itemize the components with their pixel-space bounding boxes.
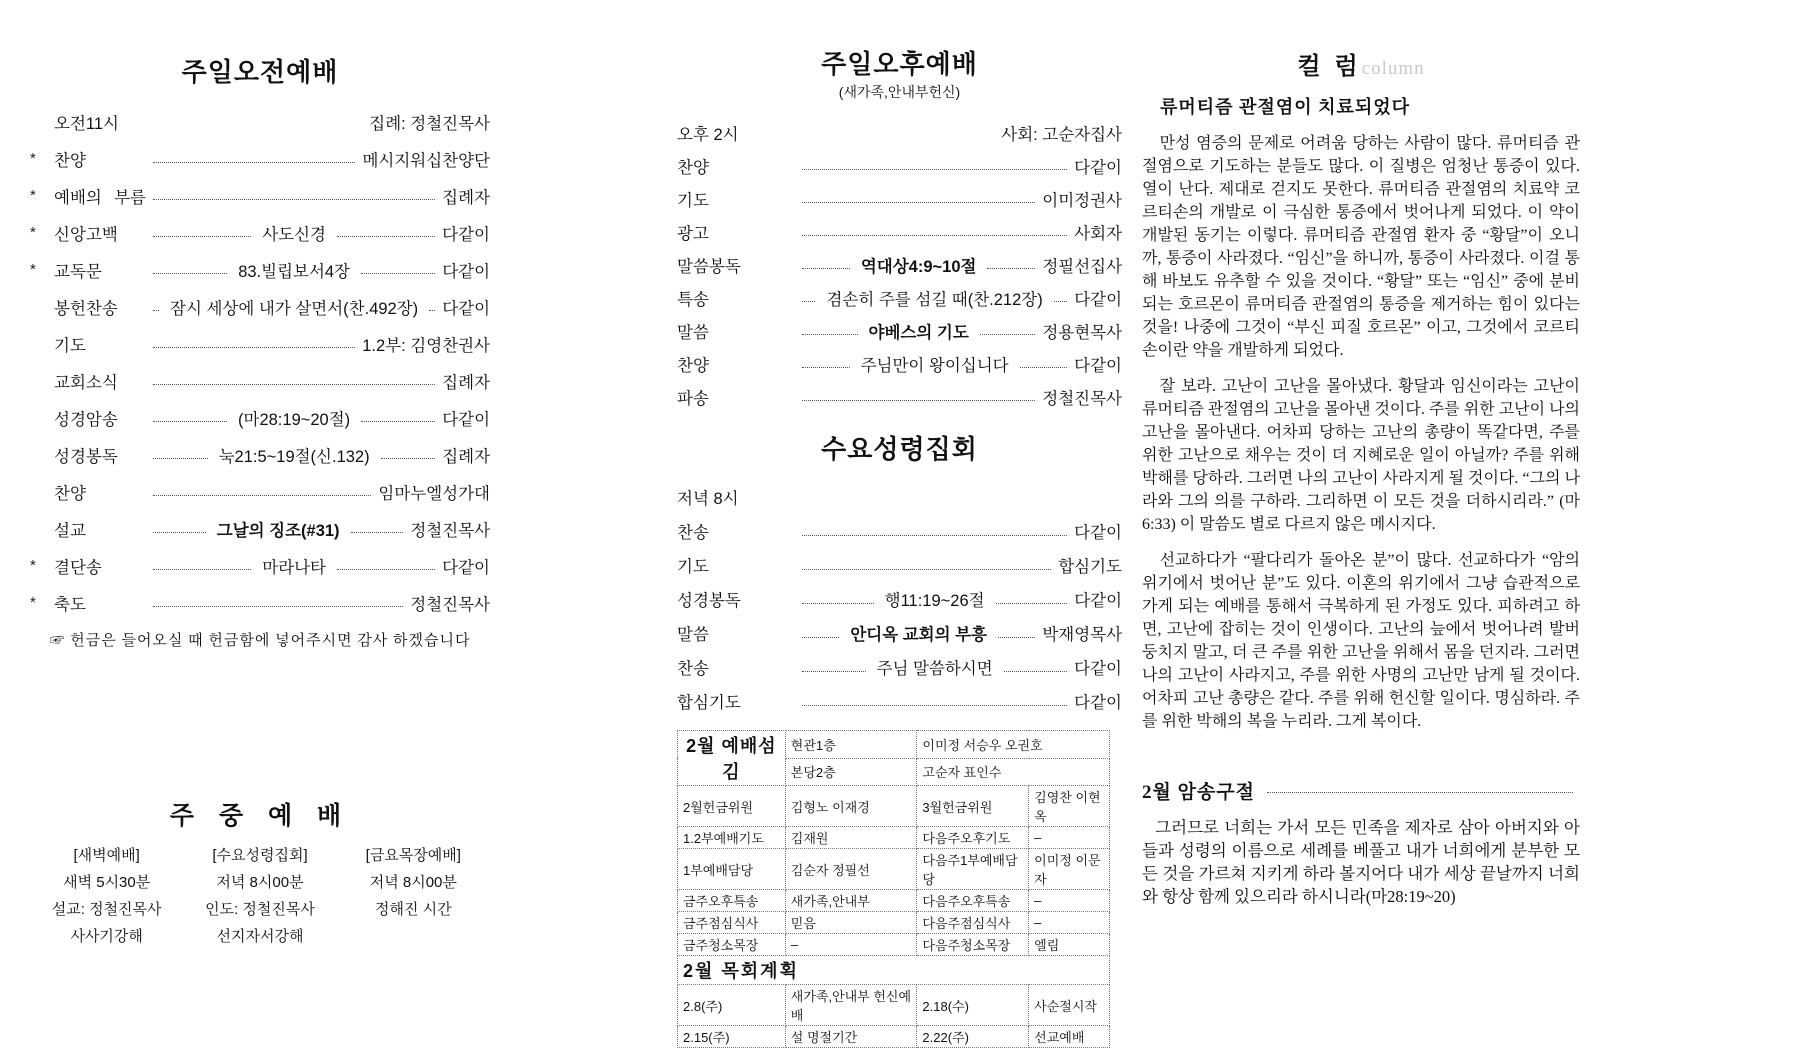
order-label: 광고 — [677, 224, 709, 243]
dotted-leader — [153, 569, 251, 570]
column-heading: 류머티즘 관절염이 치료되었다 — [1160, 97, 1411, 117]
table-cell: 다음주오후특송 — [917, 890, 1029, 912]
table-cell: 이미정 이문자 — [1029, 849, 1110, 890]
order-label: 축도 — [54, 595, 86, 614]
table-cell: 김재원 — [785, 827, 917, 849]
serving-table-title: 2월 예배섬김 — [678, 731, 786, 786]
service-line: 인도: 정철진목사 — [205, 901, 315, 918]
asterisk: * — [30, 261, 36, 278]
afternoon-order-list — [677, 116, 1122, 413]
dotted-leader — [153, 347, 355, 348]
order-right: 다같이 — [442, 558, 490, 577]
order-label: 찬양 — [677, 158, 709, 177]
order-label: 말씀봉독 — [677, 257, 741, 276]
order-row — [30, 584, 490, 621]
order-right: 다같이 — [442, 299, 491, 318]
order-row — [30, 473, 490, 510]
table-cell: 이미정 서승우 오권호 — [917, 731, 1110, 759]
order-row — [30, 214, 490, 251]
order-right: 다같이 — [1074, 524, 1122, 542]
table-cell: – — [1029, 827, 1110, 849]
order-right: 다같이 — [1074, 694, 1122, 712]
order-row — [30, 547, 490, 584]
order-label: 신앙고백 — [54, 225, 118, 244]
order-label: 결단송 — [54, 558, 102, 577]
order-label: 성경암송 — [54, 410, 118, 429]
dotted-leader — [996, 603, 1068, 604]
order-label: 교회소식 — [54, 373, 118, 392]
service-name: [새벽예배] — [73, 847, 140, 864]
table-cell: 2.8(주) — [678, 985, 786, 1026]
table-cell: 설 명절기간 — [785, 1026, 917, 1048]
order-row-time — [677, 480, 1122, 514]
wednesday-meeting — [183, 842, 336, 950]
morning-service-section — [30, 0, 490, 1039]
order-label: 교독문 — [54, 262, 102, 281]
dotted-leader — [361, 273, 435, 274]
afternoon-service-section — [677, 0, 1123, 1045]
dotted-leader — [153, 458, 208, 459]
table-cell: 2.22(주) — [917, 1026, 1029, 1048]
order-label: 말씀 — [677, 626, 709, 644]
order-label: 찬양 — [54, 484, 86, 503]
table-cell: – — [1029, 912, 1110, 934]
ministry-plan-title: 2월 목회계획 — [678, 956, 1110, 985]
service-time: 오후 2시 — [677, 125, 739, 144]
order-right: 1.2부: 김영찬권사 — [362, 336, 490, 355]
order-center: 주님만이 왕이십니다 — [860, 356, 1009, 375]
order-label: 찬양 — [54, 151, 86, 170]
order-row — [677, 582, 1122, 616]
wednesday-order-list — [677, 480, 1122, 718]
order-label: 찬송 — [677, 524, 709, 542]
order-label: 말씀 — [677, 323, 709, 342]
dotted-leader — [987, 268, 1035, 269]
order-row — [677, 684, 1122, 718]
order-label: 성경봉독 — [54, 447, 118, 466]
service-time: 저녁 8시 — [677, 490, 739, 508]
dotted-leader — [802, 202, 1035, 203]
order-label: 설교 — [54, 521, 86, 540]
table-row — [678, 985, 1110, 1026]
service-line: 설교: 정철진목사 — [51, 901, 162, 918]
order-right: 다같이 — [1074, 660, 1122, 678]
dotted-leader — [802, 535, 1067, 536]
dawn-service — [30, 842, 183, 950]
table-cell: 금주청소목장 — [678, 934, 786, 956]
dotted-leader — [802, 235, 1067, 236]
table-cell: 다음주점심식사 — [917, 912, 1029, 934]
table-row — [678, 890, 1110, 912]
table-cell: 믿음 — [785, 912, 917, 934]
dotted-leader — [153, 236, 251, 237]
dotted-leader — [998, 637, 1035, 638]
table-row — [678, 934, 1110, 956]
table-cell: 김영찬 이현옥 — [1029, 786, 1110, 827]
dotted-leader — [153, 495, 371, 496]
table-row — [678, 786, 1110, 827]
dotted-leader — [1054, 301, 1067, 302]
weekday-service-title: 주 중 예 배 — [169, 802, 351, 830]
table-cell: 금주오후특송 — [678, 890, 786, 912]
table-cell: 사순절시작 — [1029, 985, 1110, 1026]
offering-note: ☞ 헌금은 들어오실 때 헌금함에 넣어주시면 감사 하겠습니다 — [49, 633, 471, 649]
column-paragraph: 만성 염증의 문제로 어려움 당하는 사람이 많다. 류머티즘 관절염으로 기도하는 분들도 많다. 이 질병은 엄청난 통증이 있다. 열이 난다. 제대로 걷지도 못한다. 류머티즘 관절염의 치료약 코르티손의 개발로 이 극심한 통증에서 벗어나게 되었다. 이 약이 개발된 동기는 이렇다. 류머티즘 관절염 환자 중 “황달”이 오니까, 통증이 사라졌다. “임신”을 하니까, 통증이 사라졌다. 이걸 통해 바보도 유추할 수 있을 것이다. “황달” 또는 “임신” 중에 분비되는 호르몬이 류머티즘 관절염의 통증을 제거하는 힘이 있다는 것을! 나중에 그것이 “부신 피질 호르몬” 이고, 그것에서 코르티손이란 약을 개발하게 되었다. — [1142, 135, 1580, 359]
table-row — [678, 849, 1110, 890]
dotted-leader — [802, 367, 850, 368]
dotted-leader — [153, 606, 403, 607]
order-row — [677, 248, 1122, 281]
order-row-time — [677, 116, 1122, 149]
dotted-leader — [802, 705, 1067, 706]
asterisk: * — [30, 187, 36, 204]
dotted-leader — [1267, 792, 1573, 793]
dotted-leader — [802, 671, 866, 672]
dotted-leader — [802, 334, 858, 335]
service-line: 정해진 시간 — [375, 901, 452, 918]
service-line: 새벽 5시30분 — [63, 874, 151, 891]
order-label: 기도 — [677, 558, 709, 576]
table-cell: 선교예배 — [1029, 1026, 1110, 1048]
order-row — [30, 436, 490, 473]
asterisk: * — [30, 594, 36, 611]
order-row — [677, 548, 1122, 582]
table-cell: 김형노 이재경 — [785, 786, 917, 827]
order-right: 다같이 — [442, 410, 491, 429]
table-cell: 3월헌금위원 — [917, 786, 1029, 827]
table-row — [678, 912, 1110, 934]
order-right: 집례자 — [442, 447, 491, 466]
order-label: 봉헌찬송 — [54, 299, 118, 318]
order-right: 임마누엘성가대 — [378, 484, 490, 503]
order-row — [677, 380, 1122, 413]
dotted-leader — [153, 273, 227, 274]
order-right: 박재영목사 — [1042, 626, 1123, 644]
table-cell: 고순자 표인수 — [917, 758, 1110, 786]
order-row — [677, 281, 1122, 314]
order-center: 사도신경 — [262, 225, 326, 244]
table-cell: 엘림 — [1029, 934, 1110, 956]
column-title-suffix: column — [1361, 58, 1425, 79]
service-line: 저녁 8시00분 — [216, 874, 304, 891]
table-cell: 다음주오후기도 — [917, 827, 1029, 849]
order-label: 찬양 — [677, 356, 709, 375]
table-cell: 2.18(수) — [917, 985, 1029, 1026]
dotted-leader — [337, 236, 435, 237]
service-name: [금요목장예배] — [365, 847, 461, 864]
service-line: 선지자서강해 — [216, 928, 304, 945]
dotted-leader — [337, 569, 435, 570]
order-right: 집례자 — [442, 188, 490, 207]
order-row-time — [30, 103, 490, 140]
order-row — [677, 182, 1122, 215]
service-name: [수요성령집회] — [212, 847, 308, 864]
scripture-reading: 역대상4:9~10절 — [860, 257, 977, 276]
order-row — [677, 650, 1122, 684]
order-right: 다같이 — [442, 262, 491, 281]
order-label: 기도 — [677, 191, 709, 210]
order-right: 다같이 — [442, 225, 490, 244]
table-cell: 2.15(주) — [678, 1026, 786, 1048]
order-row — [30, 288, 490, 325]
order-label: 예배의 부름 — [54, 188, 146, 207]
order-row-sermon — [677, 616, 1122, 650]
order-row — [30, 362, 490, 399]
presider: 사회: 고순자집사 — [1001, 125, 1122, 144]
sermon-title: 야베스의 기도 — [868, 323, 969, 342]
order-right: 정철진목사 — [410, 521, 491, 540]
table-cell: 1.2부예배기도 — [678, 827, 786, 849]
dotted-leader — [153, 162, 355, 163]
dotted-leader — [153, 384, 435, 385]
asterisk: * — [30, 224, 36, 241]
column-paragraph: 선교하다가 “팔다리가 돌아온 분”이 많다. 선교하다가 “암의 위기에서 벗어난 분”도 있다. 이혼의 위기에서 그냥 습관적으로 가게 되는 예배를 통해서 극복하게 된 가정도 있다. 피하려고 하면, 고난에 잡히는 것이 인생이다. 고난의 늪에서 벗어나려 발버둥치지 말고, 더 큰 주를 위한 고난을 위해서 몸을 던지라. 그러면 나의 고난이 사라지고, 주를 위한 사명의 고난만 남게 될 것이다. 어차피 고난 총량은 같다. 주를 위해 헌신할 일이다. 명심하라. 주를 위한 박해의 복을 누리라. 그게 복이다. — [1142, 552, 1580, 730]
order-right: 정필선집사 — [1042, 257, 1123, 276]
order-center: 주님 말씀하시면 — [876, 660, 993, 678]
order-row-sermon — [30, 510, 490, 547]
table-cell: 본당2층 — [785, 758, 917, 786]
order-center: 겸손히 주를 섬길 때(찬.212장) — [826, 290, 1043, 309]
order-center: 눅21:5~19절(신.132) — [218, 447, 370, 466]
dotted-leader — [1020, 367, 1068, 368]
dotted-leader — [802, 169, 1067, 170]
order-label: 성경봉독 — [677, 592, 741, 610]
dotted-leader — [153, 199, 435, 200]
afternoon-service-title: 주일오후예배 — [821, 49, 978, 79]
table-row — [678, 731, 1110, 759]
asterisk: * — [30, 557, 36, 574]
order-label: 파송 — [677, 389, 709, 408]
order-right: 이미정권사 — [1042, 191, 1122, 210]
service-line: 저녁 8시00분 — [369, 874, 457, 891]
order-right: 정철진목사 — [410, 595, 490, 614]
afternoon-service-subtitle: (새가족,안내부헌신) — [838, 84, 961, 100]
order-right: 사회자 — [1074, 224, 1122, 243]
table-row — [678, 956, 1110, 985]
sermon-title: 그날의 징조(#31) — [216, 521, 340, 540]
dotted-leader — [381, 458, 436, 459]
order-right: 합심기도 — [1058, 558, 1122, 576]
order-center: 마라나타 — [262, 558, 326, 577]
table-cell: – — [785, 934, 917, 956]
friday-service — [337, 842, 490, 950]
dotted-leader — [351, 532, 404, 533]
order-row — [30, 399, 490, 436]
dotted-leader — [153, 310, 159, 311]
order-right: 다같이 — [1074, 592, 1123, 610]
dotted-leader — [980, 334, 1036, 335]
presider: 집례: 정철진목사 — [369, 114, 490, 133]
dotted-leader — [802, 400, 1035, 401]
dotted-leader — [802, 268, 850, 269]
table-cell: 새가족,안내부 헌신예배 — [785, 985, 917, 1026]
sermon-title: 안디옥 교회의 부흥 — [850, 626, 987, 644]
table-cell: 1부예배담당 — [678, 849, 786, 890]
order-label: 찬송 — [677, 660, 709, 678]
order-right: 다같이 — [1074, 158, 1122, 177]
dotted-leader — [429, 310, 435, 311]
memory-verse-title: 2월 암송구절 — [1142, 782, 1256, 803]
order-right: 정용현목사 — [1042, 323, 1123, 342]
order-right: 메시지워십찬양단 — [362, 151, 490, 170]
asterisk: * — [30, 150, 36, 167]
column-title-line — [1142, 46, 1580, 81]
dotted-leader — [802, 569, 1051, 570]
dotted-leader — [361, 421, 435, 422]
table-cell: 다음주청소목장 — [917, 934, 1029, 956]
table-cell: 현관1층 — [785, 731, 917, 759]
weekday-service-section — [30, 796, 490, 950]
serving-table — [677, 730, 1110, 1048]
order-row — [677, 347, 1122, 380]
order-row — [677, 215, 1122, 248]
column-section — [1142, 0, 1580, 1039]
dotted-leader — [153, 421, 227, 422]
morning-order-list — [30, 103, 490, 621]
weekday-services — [30, 842, 490, 950]
wednesday-meeting-title: 수요성령집회 — [821, 434, 978, 464]
table-cell: 다음주1부예배담당 — [917, 849, 1029, 890]
order-row — [677, 514, 1122, 548]
service-time: 오전11시 — [54, 114, 119, 133]
table-cell: 김순자 정필선 — [785, 849, 917, 890]
table-cell: 2월헌금위원 — [678, 786, 786, 827]
order-row — [30, 251, 490, 288]
dotted-leader — [802, 301, 815, 302]
order-center: 잠시 세상에 내가 살면서(찬.492장) — [170, 299, 419, 318]
order-label: 합심기도 — [677, 694, 741, 712]
order-label: 특송 — [677, 290, 709, 309]
dotted-leader — [1004, 671, 1068, 672]
dotted-leader — [802, 637, 839, 638]
memory-verse-text: 그러므로 너희는 가서 모든 민족을 제자로 삼아 아버지와 아들과 성령의 이름으로 세례를 베풀고 내가 너희에게 분부한 모든 것을 가르쳐 지키게 하라 볼지어다 내가 세상 끝날까지 너희와 항상 함께 있으리라 하시니라(마28:19~20) — [1142, 818, 1580, 906]
service-line: 사사기강해 — [70, 928, 143, 945]
column-paragraph: 잘 보라. 고난이 고난을 몰아냈다. 황달과 임신이라는 고난이 류머티즘 관절염의 고난을 몰아낸 것이다. 주를 위한 고난이 나의 고난을 몰아낸다. 어차피 당하는 고난의 총량이 똑같다면, 주를 위한 고난으로 채우는 것이 더 지혜로운 일이 아닐까? 주를 위해 박해를 당하라. 그러면 나의 고난이 사라지게 될 것이다. “그의 나라와 그의 의를 구하라. 그리하면 이 모든 것을 더하시리라.” (마6:33) 이 말씀도 별로 다르지 않은 메시지다. — [1142, 378, 1580, 533]
table-cell: – — [1029, 890, 1110, 912]
morning-service-title: 주일오전예배 — [181, 57, 339, 87]
order-label: 기도 — [54, 336, 86, 355]
column-title: 컬 럼 — [1297, 54, 1362, 80]
order-right: 다같이 — [1074, 356, 1122, 375]
order-row — [677, 149, 1122, 182]
order-row — [30, 325, 490, 362]
table-cell: 새가족,안내부 — [785, 890, 917, 912]
order-row — [30, 177, 490, 214]
table-row — [678, 827, 1110, 849]
memory-verse-header — [1142, 777, 1580, 804]
table-row — [678, 1026, 1110, 1048]
order-row — [30, 140, 490, 177]
order-right: 정철진목사 — [1042, 389, 1122, 408]
table-cell: 금주점심식사 — [678, 912, 786, 934]
order-row-sermon — [677, 314, 1122, 347]
order-right: 다같이 — [1074, 290, 1123, 309]
order-center: 83.빌립보서4장 — [238, 262, 350, 281]
dotted-leader — [153, 532, 206, 533]
scripture-reading: 행11:19~26절 — [884, 592, 985, 610]
dotted-leader — [802, 603, 874, 604]
order-right: 집례자 — [442, 373, 490, 392]
order-center: (마28:19~20절) — [238, 410, 351, 429]
